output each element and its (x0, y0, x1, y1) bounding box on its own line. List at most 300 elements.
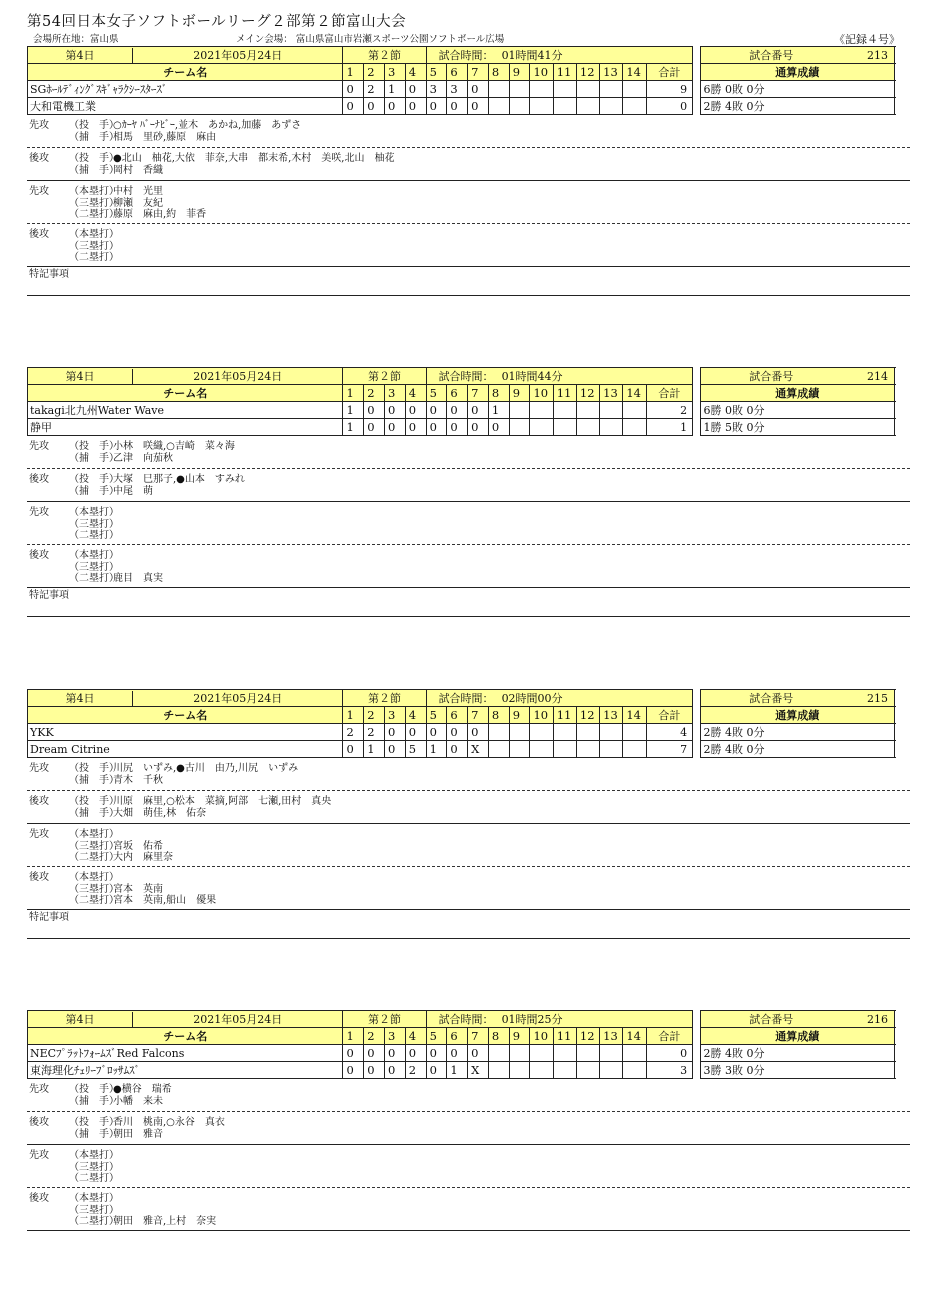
notes-label: 特記事項 (29, 912, 69, 923)
role-label: （二塁打） (69, 573, 119, 584)
inning-score: 1 (426, 741, 447, 758)
triple-row (69, 198, 206, 210)
inning-score: 0 (468, 419, 489, 436)
table-gap (693, 81, 700, 98)
inning-score: X (468, 1062, 489, 1079)
inning-score (553, 1062, 576, 1079)
inning-score (553, 419, 576, 436)
inning-score: 0 (468, 724, 489, 741)
inning-score: 0 (343, 98, 364, 115)
section-label: 第２節 (343, 690, 426, 707)
team-total: 7 (646, 741, 693, 758)
inning-score (600, 402, 623, 419)
inning-score: 0 (447, 98, 468, 115)
inning-header: 10 (530, 385, 553, 402)
batting-order-label: 後攻 (29, 796, 49, 807)
game-number-label: 試合番号 (749, 1012, 794, 1026)
double-row (69, 1216, 216, 1228)
inning-header: 11 (553, 385, 576, 402)
role-label: （二塁打） (69, 852, 119, 863)
double-row (69, 252, 119, 264)
role-label: （本塁打） (69, 550, 119, 561)
inning-header: 13 (600, 1028, 623, 1045)
divider (27, 938, 910, 939)
game-record-215 (27, 689, 910, 939)
team-row (28, 402, 895, 419)
inning-header: 8 (488, 707, 509, 724)
inning-score: 0 (343, 741, 364, 758)
team-name-header: チーム名 (28, 385, 343, 402)
player-names: 乙津 向茄秋 (113, 452, 173, 464)
game-number-label: 試合番号 (749, 48, 794, 62)
first-battery (27, 758, 910, 790)
inning-score: 0 (343, 1045, 364, 1062)
inning-score (600, 1062, 623, 1079)
catcher-row (69, 453, 235, 465)
team-total: 4 (646, 724, 693, 741)
team-row (28, 419, 895, 436)
batting-order-label: 後攻 (29, 474, 49, 485)
inning-score: 0 (468, 81, 489, 98)
team-name: Dream Citrine (28, 741, 343, 758)
inning-score: 0 (426, 1045, 447, 1062)
team-row (28, 741, 895, 758)
role-label: （二塁打） (69, 1216, 119, 1227)
team-row (28, 81, 895, 98)
inning-score (509, 98, 530, 115)
inning-score (509, 741, 530, 758)
inning-score: 3 (426, 81, 447, 98)
pitcher-row (69, 120, 301, 132)
score-table (27, 367, 895, 436)
player-names: 柳瀬 友紀 (113, 197, 163, 209)
inning-score (553, 98, 576, 115)
team-season-record: 2勝 4敗 0分 (700, 741, 895, 758)
inning-header: 2 (364, 385, 385, 402)
inning-score: 0 (405, 419, 426, 436)
inning-score (600, 741, 623, 758)
double-row (69, 209, 206, 221)
triple-row (69, 884, 216, 896)
home-run-row (69, 872, 216, 884)
role-label: （捕 手） (69, 131, 119, 143)
batting-order-label: 先攻 (29, 763, 49, 774)
game-number-label: 試合番号 (749, 369, 794, 383)
role-label: （投 手） (69, 153, 119, 164)
batting-order-label: 後攻 (29, 550, 49, 561)
team-name: takagi北九州Water Wave (28, 402, 343, 419)
inning-score: 0 (447, 1045, 468, 1062)
first-battery (27, 115, 910, 147)
inning-score (576, 1045, 599, 1062)
game-info-row (28, 1011, 895, 1028)
document-title: 第54回日本女子ソフトボールリーグ２部第２節富山大会 (27, 14, 407, 30)
team-season-record: 2勝 4敗 0分 (700, 724, 895, 741)
game-duration-cell (426, 368, 693, 385)
inning-header: 6 (447, 385, 468, 402)
pitcher-row (69, 796, 331, 808)
game-duration: 01時間41分 (501, 48, 563, 62)
pitcher-row (69, 1084, 172, 1096)
inning-header: 11 (553, 64, 576, 81)
day-label: 第4日 (28, 691, 133, 706)
inning-score: 0 (468, 1045, 489, 1062)
table-gap (693, 1045, 700, 1062)
inning-header: 9 (509, 64, 530, 81)
role-label: （本塁打） (69, 829, 119, 840)
home-run-row (69, 186, 206, 198)
inning-header: 13 (600, 707, 623, 724)
table-gap (693, 724, 700, 741)
second-extra-base-hits (27, 867, 910, 909)
team-season-record: 6勝 0敗 0分 (700, 81, 895, 98)
inning-header: 1 (343, 1028, 364, 1045)
inning-score (530, 1045, 553, 1062)
time-label: 試合時間： (438, 48, 494, 62)
pitcher-row (69, 474, 245, 486)
triple-row (69, 562, 163, 574)
home-run-row (69, 507, 119, 519)
role-label: （二塁打） (69, 209, 119, 220)
column-header-row (28, 707, 895, 724)
inning-score: 0 (364, 1062, 385, 1079)
first-extra-base-hits (27, 181, 910, 223)
inning-score (509, 419, 530, 436)
inning-score: 0 (405, 81, 426, 98)
divider (27, 295, 910, 296)
pitcher-row (69, 153, 394, 165)
role-label: （三塁打） (69, 883, 119, 895)
season-record-header: 通算成績 (700, 385, 895, 402)
game-record-213 (27, 46, 910, 296)
player-names: 香川 桃南,○永谷 真衣 (113, 1117, 225, 1128)
role-label: （本塁打） (69, 1193, 119, 1204)
role-label: （本塁打） (69, 507, 119, 518)
game-duration-cell (426, 690, 693, 707)
role-label: （三塁打） (69, 561, 119, 573)
table-gap (693, 64, 700, 81)
record-number: 《記録４号》 (834, 33, 900, 46)
inning-score: 0 (426, 1062, 447, 1079)
inning-score: 0 (343, 1062, 364, 1079)
inning-header: 2 (364, 64, 385, 81)
batting-order-label: 先攻 (29, 829, 49, 840)
table-gap (693, 690, 700, 707)
team-total: 9 (646, 81, 693, 98)
first-battery (27, 1079, 910, 1111)
player-names: 小幡 来未 (113, 1095, 163, 1107)
total-header: 合計 (646, 64, 693, 81)
catcher-row (69, 486, 245, 498)
inning-score (623, 724, 646, 741)
second-battery (27, 791, 910, 823)
inning-score (623, 419, 646, 436)
team-row (28, 1062, 895, 1079)
inning-score (530, 1062, 553, 1079)
home-run-row (69, 1193, 216, 1205)
first-battery (27, 436, 910, 468)
table-gap (693, 47, 700, 64)
first-extra-base-hits (27, 502, 910, 544)
inning-score: 0 (405, 402, 426, 419)
inning-score (600, 98, 623, 115)
day-label: 第4日 (28, 48, 133, 63)
divider (27, 616, 910, 617)
inning-score (553, 402, 576, 419)
team-total: 2 (646, 402, 693, 419)
inning-score (509, 402, 530, 419)
team-name: YKK (28, 724, 343, 741)
game-duration: 02時間00分 (501, 691, 563, 705)
game-info-row (28, 368, 895, 385)
game-duration-cell (426, 1011, 693, 1028)
player-names: 宮坂 佑希 (113, 840, 163, 852)
season-record-header: 通算成績 (700, 1028, 895, 1045)
inning-score (530, 741, 553, 758)
role-label: （三塁打） (69, 1204, 119, 1216)
inning-score: 0 (385, 98, 406, 115)
role-label: （本塁打） (69, 186, 119, 197)
inning-header: 9 (509, 1028, 530, 1045)
inning-score (488, 1062, 509, 1079)
inning-header: 14 (623, 1028, 646, 1045)
inning-header: 3 (385, 707, 406, 724)
role-label: （投 手） (69, 441, 119, 452)
role-label: （捕 手） (69, 1095, 119, 1107)
role-label: （投 手） (69, 1117, 119, 1128)
table-gap (693, 368, 700, 385)
batting-order-label: 先攻 (29, 120, 49, 131)
catcher-row (69, 808, 331, 820)
game-record-216 (27, 1010, 910, 1231)
notes-label: 特記事項 (29, 269, 69, 280)
inning-score (530, 98, 553, 115)
player-names: 大畑 萌佳,林 佑奈 (113, 807, 207, 819)
inning-score (576, 81, 599, 98)
inning-header: 13 (600, 64, 623, 81)
score-table (27, 689, 895, 758)
team-row (28, 98, 895, 115)
season-record-header: 通算成績 (700, 64, 895, 81)
table-gap (693, 98, 700, 115)
table-gap (693, 707, 700, 724)
inning-score: 1 (385, 81, 406, 98)
main-venue: メイン会場： 富山県富山市岩瀬スポーツ公園ソフトボール広場 (236, 34, 505, 45)
inning-header: 14 (623, 64, 646, 81)
inning-score (509, 724, 530, 741)
game-date: 2021年05月24日 (193, 369, 283, 383)
pitcher-row (69, 441, 235, 453)
inning-score (488, 98, 509, 115)
inning-score (576, 402, 599, 419)
player-names: 中村 光里 (113, 186, 163, 197)
role-label: （三塁打） (69, 1161, 119, 1173)
table-gap (693, 402, 700, 419)
inning-score: 1 (343, 419, 364, 436)
table-gap (693, 419, 700, 436)
game-date: 2021年05月24日 (193, 1012, 283, 1026)
inning-score (576, 741, 599, 758)
inning-score: 0 (405, 1045, 426, 1062)
inning-score: 0 (426, 402, 447, 419)
inning-score (623, 1045, 646, 1062)
inning-score: 2 (343, 724, 364, 741)
game-number-label: 試合番号 (749, 691, 794, 705)
inning-score (623, 81, 646, 98)
inning-header: 6 (447, 1028, 468, 1045)
inning-score: 0 (488, 419, 509, 436)
player-names: 大内 麻里奈 (113, 852, 173, 863)
catcher-row (69, 1129, 225, 1141)
inning-header: 5 (426, 385, 447, 402)
inning-score: 0 (426, 419, 447, 436)
team-name: NECﾌﾟﾗｯﾄﾌｫｰﾑｽﾞRed Falcons (28, 1045, 343, 1062)
inning-header: 12 (576, 64, 599, 81)
role-label: （捕 手） (69, 807, 119, 819)
time-label: 試合時間： (438, 691, 494, 705)
game-number: 215 (867, 691, 888, 705)
catcher-row (69, 775, 298, 787)
batting-order-label: 先攻 (29, 441, 49, 452)
inning-score (600, 724, 623, 741)
batting-order-label: 先攻 (29, 507, 49, 518)
inning-header: 6 (447, 707, 468, 724)
game-number: 213 (867, 48, 888, 62)
score-table (27, 46, 895, 115)
section-label: 第２節 (343, 47, 426, 64)
player-names: 朝田 雅音 (113, 1128, 163, 1140)
inning-header: 1 (343, 385, 364, 402)
role-label: （二塁打） (69, 1173, 119, 1184)
table-gap (693, 741, 700, 758)
role-label: （捕 手） (69, 1128, 119, 1140)
inning-score: 1 (364, 741, 385, 758)
inning-header: 8 (488, 385, 509, 402)
column-header-row (28, 64, 895, 81)
inning-score: 0 (447, 402, 468, 419)
second-extra-base-hits (27, 545, 910, 587)
player-names: 岡村 香織 (113, 164, 163, 176)
game-record-214 (27, 367, 910, 617)
inning-score (509, 81, 530, 98)
score-table (27, 1010, 895, 1079)
total-header: 合計 (646, 385, 693, 402)
batting-order-label: 後攻 (29, 229, 49, 240)
team-season-record: 6勝 0敗 0分 (700, 402, 895, 419)
team-name: 東海理化ﾁｪﾘｰﾌﾞﾛｯｻﾑｽﾞ (28, 1062, 343, 1079)
inning-score (488, 1045, 509, 1062)
batting-order-label: 後攻 (29, 1117, 49, 1128)
player-names: 相馬 里砂,藤原 麻由 (113, 131, 217, 143)
inning-header: 5 (426, 64, 447, 81)
venue-line (27, 32, 910, 47)
inning-score: 0 (385, 419, 406, 436)
role-label: （捕 手） (69, 164, 119, 176)
inning-header: 7 (468, 385, 489, 402)
inning-score (623, 98, 646, 115)
inning-score: 2 (364, 724, 385, 741)
player-names: 藤原 麻由,約 菲香 (113, 209, 207, 220)
player-names: ○ｶｰﾔ ﾊﾞｰﾅﾋﾞｰ,並木 あかね,加藤 あずさ (113, 120, 302, 131)
catcher-row (69, 1096, 172, 1108)
inning-score: 2 (364, 81, 385, 98)
player-names: 川尻 いずみ,●古川 由乃,川尻 いずみ (113, 763, 299, 774)
double-row (69, 573, 163, 585)
inning-header: 12 (576, 707, 599, 724)
inning-header: 3 (385, 64, 406, 81)
inning-score (576, 724, 599, 741)
inning-score (600, 1045, 623, 1062)
role-label: （二塁打） (69, 252, 119, 263)
team-season-record: 3勝 3敗 0分 (700, 1062, 895, 1079)
second-extra-base-hits (27, 1188, 910, 1230)
inning-score (530, 81, 553, 98)
inning-header: 2 (364, 707, 385, 724)
pitcher-row (69, 763, 298, 775)
role-label: （本塁打） (69, 1150, 119, 1161)
second-battery (27, 469, 910, 501)
inning-score: 1 (447, 1062, 468, 1079)
game-duration: 01時間25分 (501, 1012, 563, 1026)
inning-score (509, 1045, 530, 1062)
inning-header: 1 (343, 707, 364, 724)
player-names: 中尾 萌 (113, 485, 153, 497)
inning-score (600, 81, 623, 98)
inning-header: 10 (530, 707, 553, 724)
table-gap (693, 1011, 700, 1028)
triple-row (69, 240, 119, 253)
inning-score: 0 (468, 98, 489, 115)
day-label: 第4日 (28, 1012, 133, 1027)
inning-header: 3 (385, 1028, 406, 1045)
team-name: SGﾎｰﾙﾃﾞｨﾝｸﾞｽｷﾞｬﾗｸｼｰｽﾀｰｽﾞ (28, 81, 343, 98)
player-names: 宮本 英南,船山 優果 (113, 895, 217, 906)
inning-score (553, 724, 576, 741)
game-duration: 01時間44分 (501, 369, 563, 383)
inning-score: 0 (385, 1045, 406, 1062)
first-extra-base-hits (27, 824, 910, 866)
inning-score: 0 (364, 98, 385, 115)
triple-row (69, 518, 119, 531)
inning-score: 0 (447, 419, 468, 436)
table-gap (693, 385, 700, 402)
role-label: （投 手） (69, 1084, 119, 1095)
table-gap (693, 1062, 700, 1079)
game-info-row (28, 47, 895, 64)
inning-score (576, 1062, 599, 1079)
game-number: 216 (867, 1012, 888, 1026)
team-season-record: 1勝 5敗 0分 (700, 419, 895, 436)
role-label: （二塁打） (69, 530, 119, 541)
column-header-row (28, 1028, 895, 1045)
double-row (69, 852, 173, 864)
inning-score (553, 741, 576, 758)
role-label: （投 手） (69, 763, 119, 774)
game-duration-cell (426, 47, 693, 64)
player-names: 川原 麻里,○松本 菜摘,阿部 七瀬,田村 真央 (113, 796, 332, 807)
inning-score: 0 (447, 724, 468, 741)
inning-header: 11 (553, 707, 576, 724)
home-run-row (69, 1150, 119, 1162)
inning-score (553, 81, 576, 98)
inning-header: 12 (576, 385, 599, 402)
inning-header: 9 (509, 707, 530, 724)
inning-header: 14 (623, 707, 646, 724)
inning-header: 7 (468, 1028, 489, 1045)
inning-score: 1 (343, 402, 364, 419)
inning-header: 13 (600, 385, 623, 402)
inning-header: 8 (488, 1028, 509, 1045)
